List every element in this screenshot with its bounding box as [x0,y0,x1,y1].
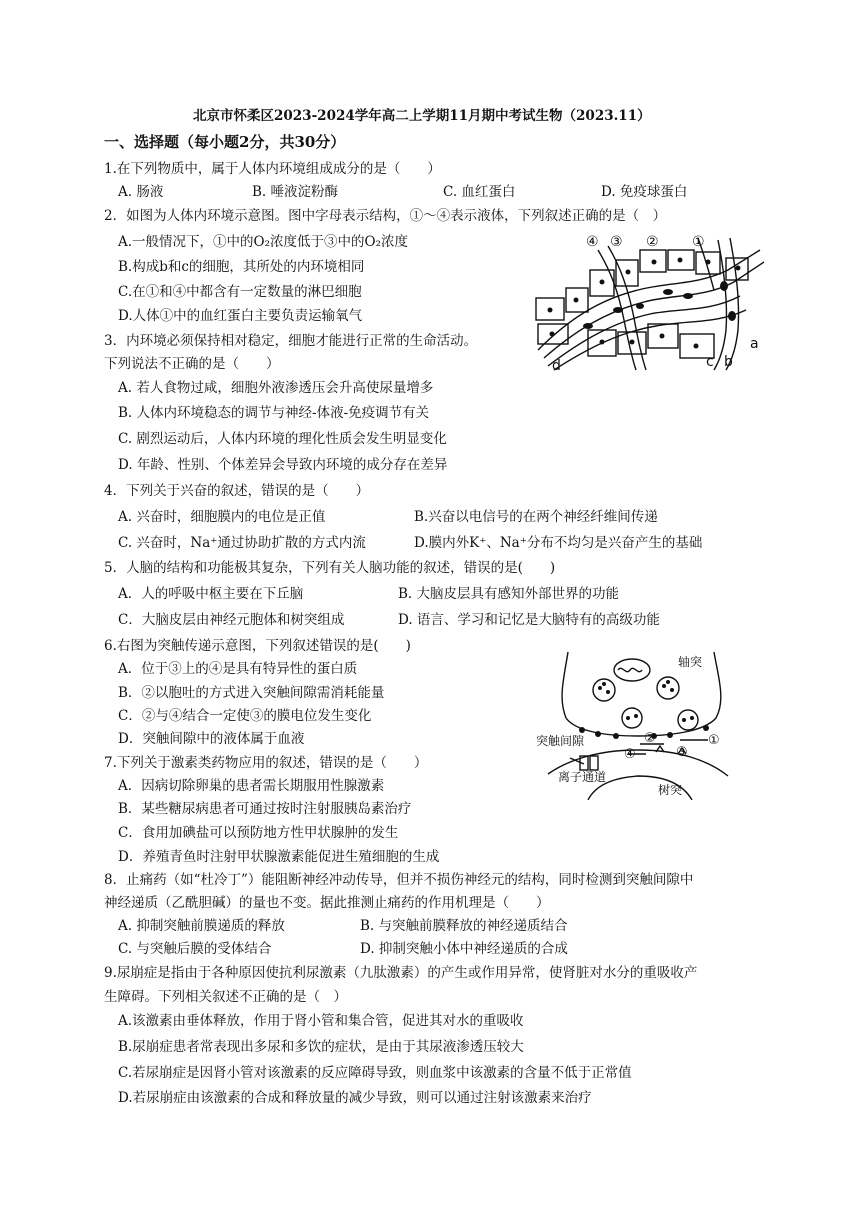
q9-option-a: A.该激素由垂体释放，作用于肾小管和集合管，促进其对水的重吸收 [118,1013,524,1029]
q8-option-a: A. 抑制突触前膜递质的释放 [118,918,285,934]
fig1-label-1: ① [692,234,705,250]
q9-option-b: B.尿崩症患者常表现出多尿和多饮的症状，是由于其尿液渗透压较大 [118,1039,524,1055]
q8-stem-line1: 8．止痛药（如“杜冷丁”）能阻断神经冲动传导，但并不损伤神经元的结构，同时检测到突触间隙中 [104,872,694,888]
fig2-num-1: ① [708,733,720,748]
q8-stem-line2: 神经递质（乙酰胆碱）的量也不变。据此推测止痛药的作用机理是（ ） [104,895,550,911]
q7-option-c: C．食用加碘盐可以预防地方性甲状腺肿的发生 [118,825,399,841]
q1-option-d: D. 免疫球蛋白 [601,184,688,200]
q3-stem-line1: 3．内环境必须保持相对稳定，细胞才能进行正常的生命活动。 [104,333,478,349]
fig2-label-channel: 离子通道 [558,770,607,784]
q1-option-a: A. 肠液 [118,184,164,200]
q4-option-c: C. 兴奋时，Na⁺通过协助扩散的方式内流 [118,535,366,551]
q2-stem: 2．如图为人体内环境示意图。图中字母表示结构，①～④表示液体，下列叙述正确的是（ ） [104,208,667,224]
q6-option-b: B．②以胞吐的方式进入突触间隙需消耗能量 [118,685,385,701]
section-heading: 一、选择题（每小题2分，共30分） [104,133,346,151]
fig1-label-c: c [706,354,714,370]
fig2-num-2: ② [644,731,656,746]
q3-option-c: C. 剧烈运动后，人体内环境的理化性质会发生明显变化 [118,431,447,447]
q5-option-a: A．人的呼吸中枢主要在下丘脑 [118,586,304,602]
q7-stem: 7.下列关于激素类药物应用的叙述，错误的是（ ） [104,755,428,771]
q7-option-a: A．因病切除卵巢的患者需长期服用性腺激素 [118,778,385,794]
q6-option-a: A．位于③上的④是具有特异性的蛋白质 [118,661,358,677]
q2-option-a: A.一般情况下，①中的O₂浓度低于③中的O₂浓度 [118,234,408,250]
q3-option-a: A. 若人食物过咸，细胞外液渗透压会升高使尿量增多 [118,380,434,396]
fig2-label-axon: 轴突 [678,655,703,669]
fig1-label-a: a [750,336,759,352]
q6-stem: 6.右图为突触传递示意图，下列叙述错误的是( ) [104,638,411,654]
fig2-label-dendrite: 树突 [658,783,683,797]
q2-option-b: B.构成b和c的细胞，其所处的内环境相同 [118,259,365,275]
page-title: 北京市怀柔区2023-2024学年高二上学期11月期中考试生物（2023.11） [193,108,651,124]
q7-option-d: D．养殖青鱼时注射甲状腺激素能促进生殖细胞的生成 [118,849,440,865]
q2-option-c: C.在①和④中都含有一定数量的淋巴细胞 [118,284,362,300]
q2-option-d: D.人体①中的血红蛋白主要负责运输氧气 [118,308,363,324]
q5-option-d: D. 语言、学习和记忆是大脑特有的高级功能 [398,612,660,628]
q7-option-b: B．某些糖尿病患者可通过按时注射服胰岛素治疗 [118,801,412,817]
q8-option-d: D. 抑制突触小体中神经递质的合成 [360,941,568,957]
q9-stem-line1: 9.尿崩症是指由于各种原因使抗利尿激素（九肽激素）的产生或作用异常，使肾脏对水分的重吸收产 [104,965,698,981]
q9-option-c: C.若尿崩症是因肾小管对该激素的反应障碍导致，则血浆中该激素的含量不低于正常值 [118,1065,632,1081]
q6-option-c: C．②与④结合一定使③的膜电位发生变化 [118,708,372,724]
q4-option-b: B.兴奋以电信号的在两个神经纤维间传递 [414,509,658,525]
q3-option-b: B. 人体内环境稳态的调节与神经-体液-免疫调节有关 [118,405,430,421]
q8-option-c: C. 与突触后膜的受体结合 [118,941,272,957]
q8-option-b: B. 与突触前膜释放的神经递质结合 [360,918,568,934]
q3-option-d: D. 年龄、性别、个体差异会导致内环境的成分存在差异 [118,457,448,473]
q1-option-b: B. 唾液淀粉酶 [252,184,339,200]
q5-option-b: B. 大脑皮层具有感知外部世界的功能 [398,586,620,602]
inner-environment-figure [528,230,766,372]
q1-option-c: C. 血红蛋白 [443,184,516,200]
q4-stem: 4．下列关于兴奋的叙述，错误的是（ ） [104,483,370,499]
q9-stem-line2: 生障碍。下列相关叙述不正确的是（ ） [104,989,347,1005]
fig2-num-4: ④ [624,747,636,762]
fig2-num-3: ③ [676,745,688,760]
fig2-label-cleft: 突触间隙 [536,734,585,748]
synapse-figure [528,648,756,800]
fig1-label-4: ④ [586,234,599,250]
q3-stem-line2: 下列说法不正确的是（ ） [104,356,280,372]
fig1-label-b: b [724,354,733,370]
fig1-label-d: d [552,358,561,372]
fig1-label-2: ② [646,234,659,250]
q9-option-d: D.若尿崩症由该激素的合成和释放量的减少导致，则可以通过注射该激素来治疗 [118,1090,592,1106]
q5-option-c: C．大脑皮层由神经元胞体和树突组成 [118,612,345,628]
q6-option-d: D．突触间隙中的液体属于血液 [118,731,305,747]
fig1-label-3: ③ [610,234,623,250]
q4-option-a: A. 兴奋时，细胞膜内的电位是正值 [118,509,326,525]
q5-stem: 5．人脑的结构和功能极其复杂，下列有关人脑功能的叙述，错误的是( ) [104,560,556,576]
q4-option-d: D.膜内外K⁺、Na⁺分布不均匀是兴奋产生的基础 [414,535,703,551]
q1-stem: 1.在下列物质中，属于人体内环境组成成分的是（ ） [104,161,441,177]
